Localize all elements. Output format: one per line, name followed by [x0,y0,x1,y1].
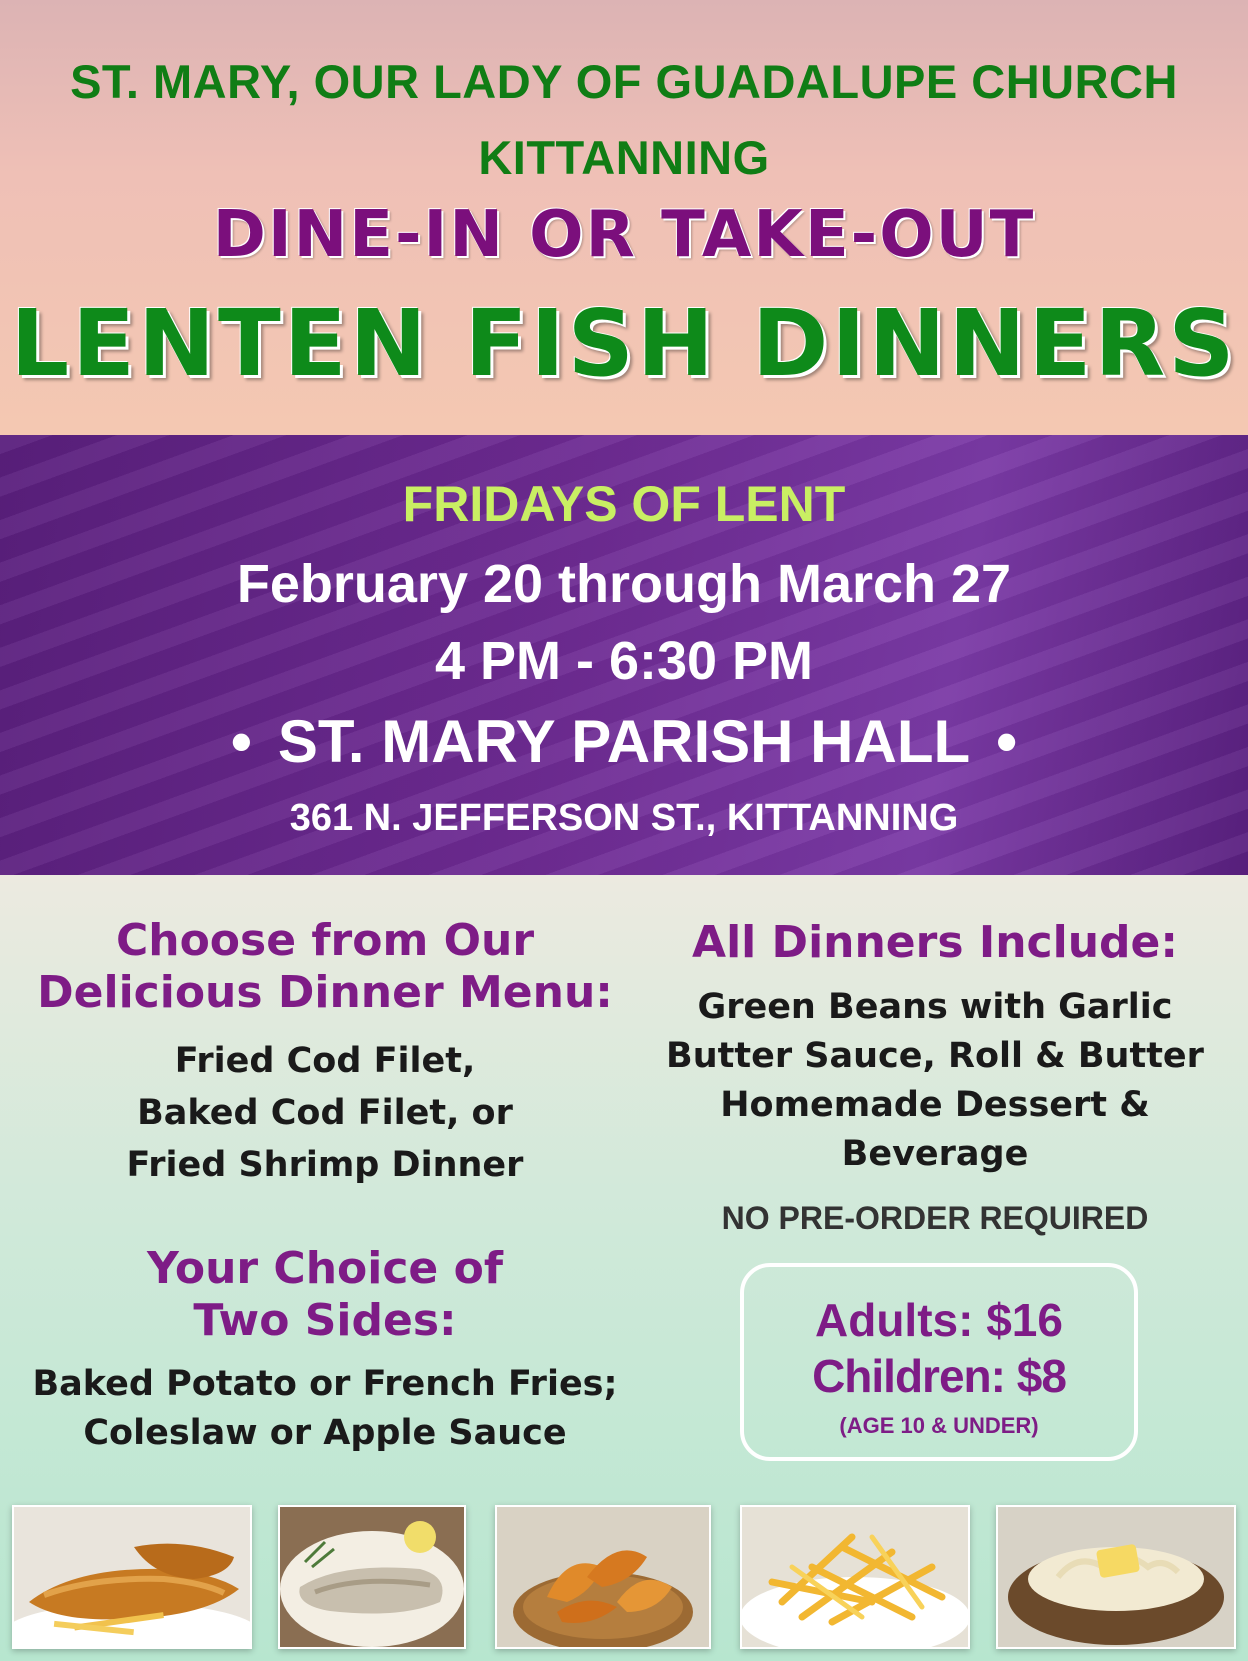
sides-heading-line: Your Choice of [147,1243,503,1294]
event-days: FRIDAYS OF LENT [402,476,846,532]
child-price: Children: $8 [812,1350,1066,1402]
menu-heading-line: Choose from Our [115,915,535,966]
menu-heading-line: Delicious Dinner Menu: [37,967,613,1018]
baked-cod-photo [278,1505,466,1649]
menu-item: Fried Shrimp Dinner [126,1145,524,1185]
event-address: 361 N. JEFFERSON ST., KITTANNING [289,797,959,839]
church-town: KITTANNING [478,131,770,184]
baked-potato-photo [996,1505,1236,1649]
event-location [0,707,1248,776]
bullet-right: • [996,708,1018,775]
sides-heading-line: Two Sides: [193,1295,457,1346]
include-item: Beverage [841,1134,1029,1174]
bullet-left: • [230,708,252,775]
side-item: Baked Potato or French Fries; [32,1364,618,1404]
french-fries-photo [740,1505,970,1649]
includes-heading: All Dinners Include: [692,917,1178,968]
fried-shrimp-photo [495,1505,711,1649]
menu-list [20,1035,630,1191]
preorder-note: NO PRE-ORDER REQUIRED [721,1200,1149,1236]
include-item: Green Beans with Garlic [697,987,1173,1027]
sides-list [0,1360,650,1458]
side-item: Coleslaw or Apple Sauce [83,1413,567,1453]
menu-item: Baked Cod Filet, or [137,1093,513,1133]
include-item: Homemade Dessert & [720,1085,1150,1125]
adult-price: Adults: $16 [815,1294,1063,1346]
location-name: ST. MARY PARISH HALL [277,708,971,775]
event-dates: February 20 through March 27 [236,554,1012,614]
price-box [740,1263,1138,1461]
header-section [0,0,1248,435]
menu-item: Fried Cod Filet, [174,1041,476,1081]
sides-heading [20,1243,630,1347]
event-hours: 4 PM - 6:30 PM [434,631,814,691]
fried-cod-photo [12,1505,252,1649]
menu-heading [20,915,630,1019]
event-band [0,435,1248,875]
flyer-title: LENTEN FISH DINNERS [10,290,1238,397]
church-name: ST. MARY, OUR LADY OF GUADALUPE CHURCH [70,55,1178,108]
include-item: Butter Sauce, Roll & Butter [666,1036,1204,1076]
child-age-note: (AGE 10 & UNDER) [839,1413,1039,1438]
service-type: DINE-IN OR TAKE-OUT [212,198,1036,272]
includes-list [650,983,1220,1179]
